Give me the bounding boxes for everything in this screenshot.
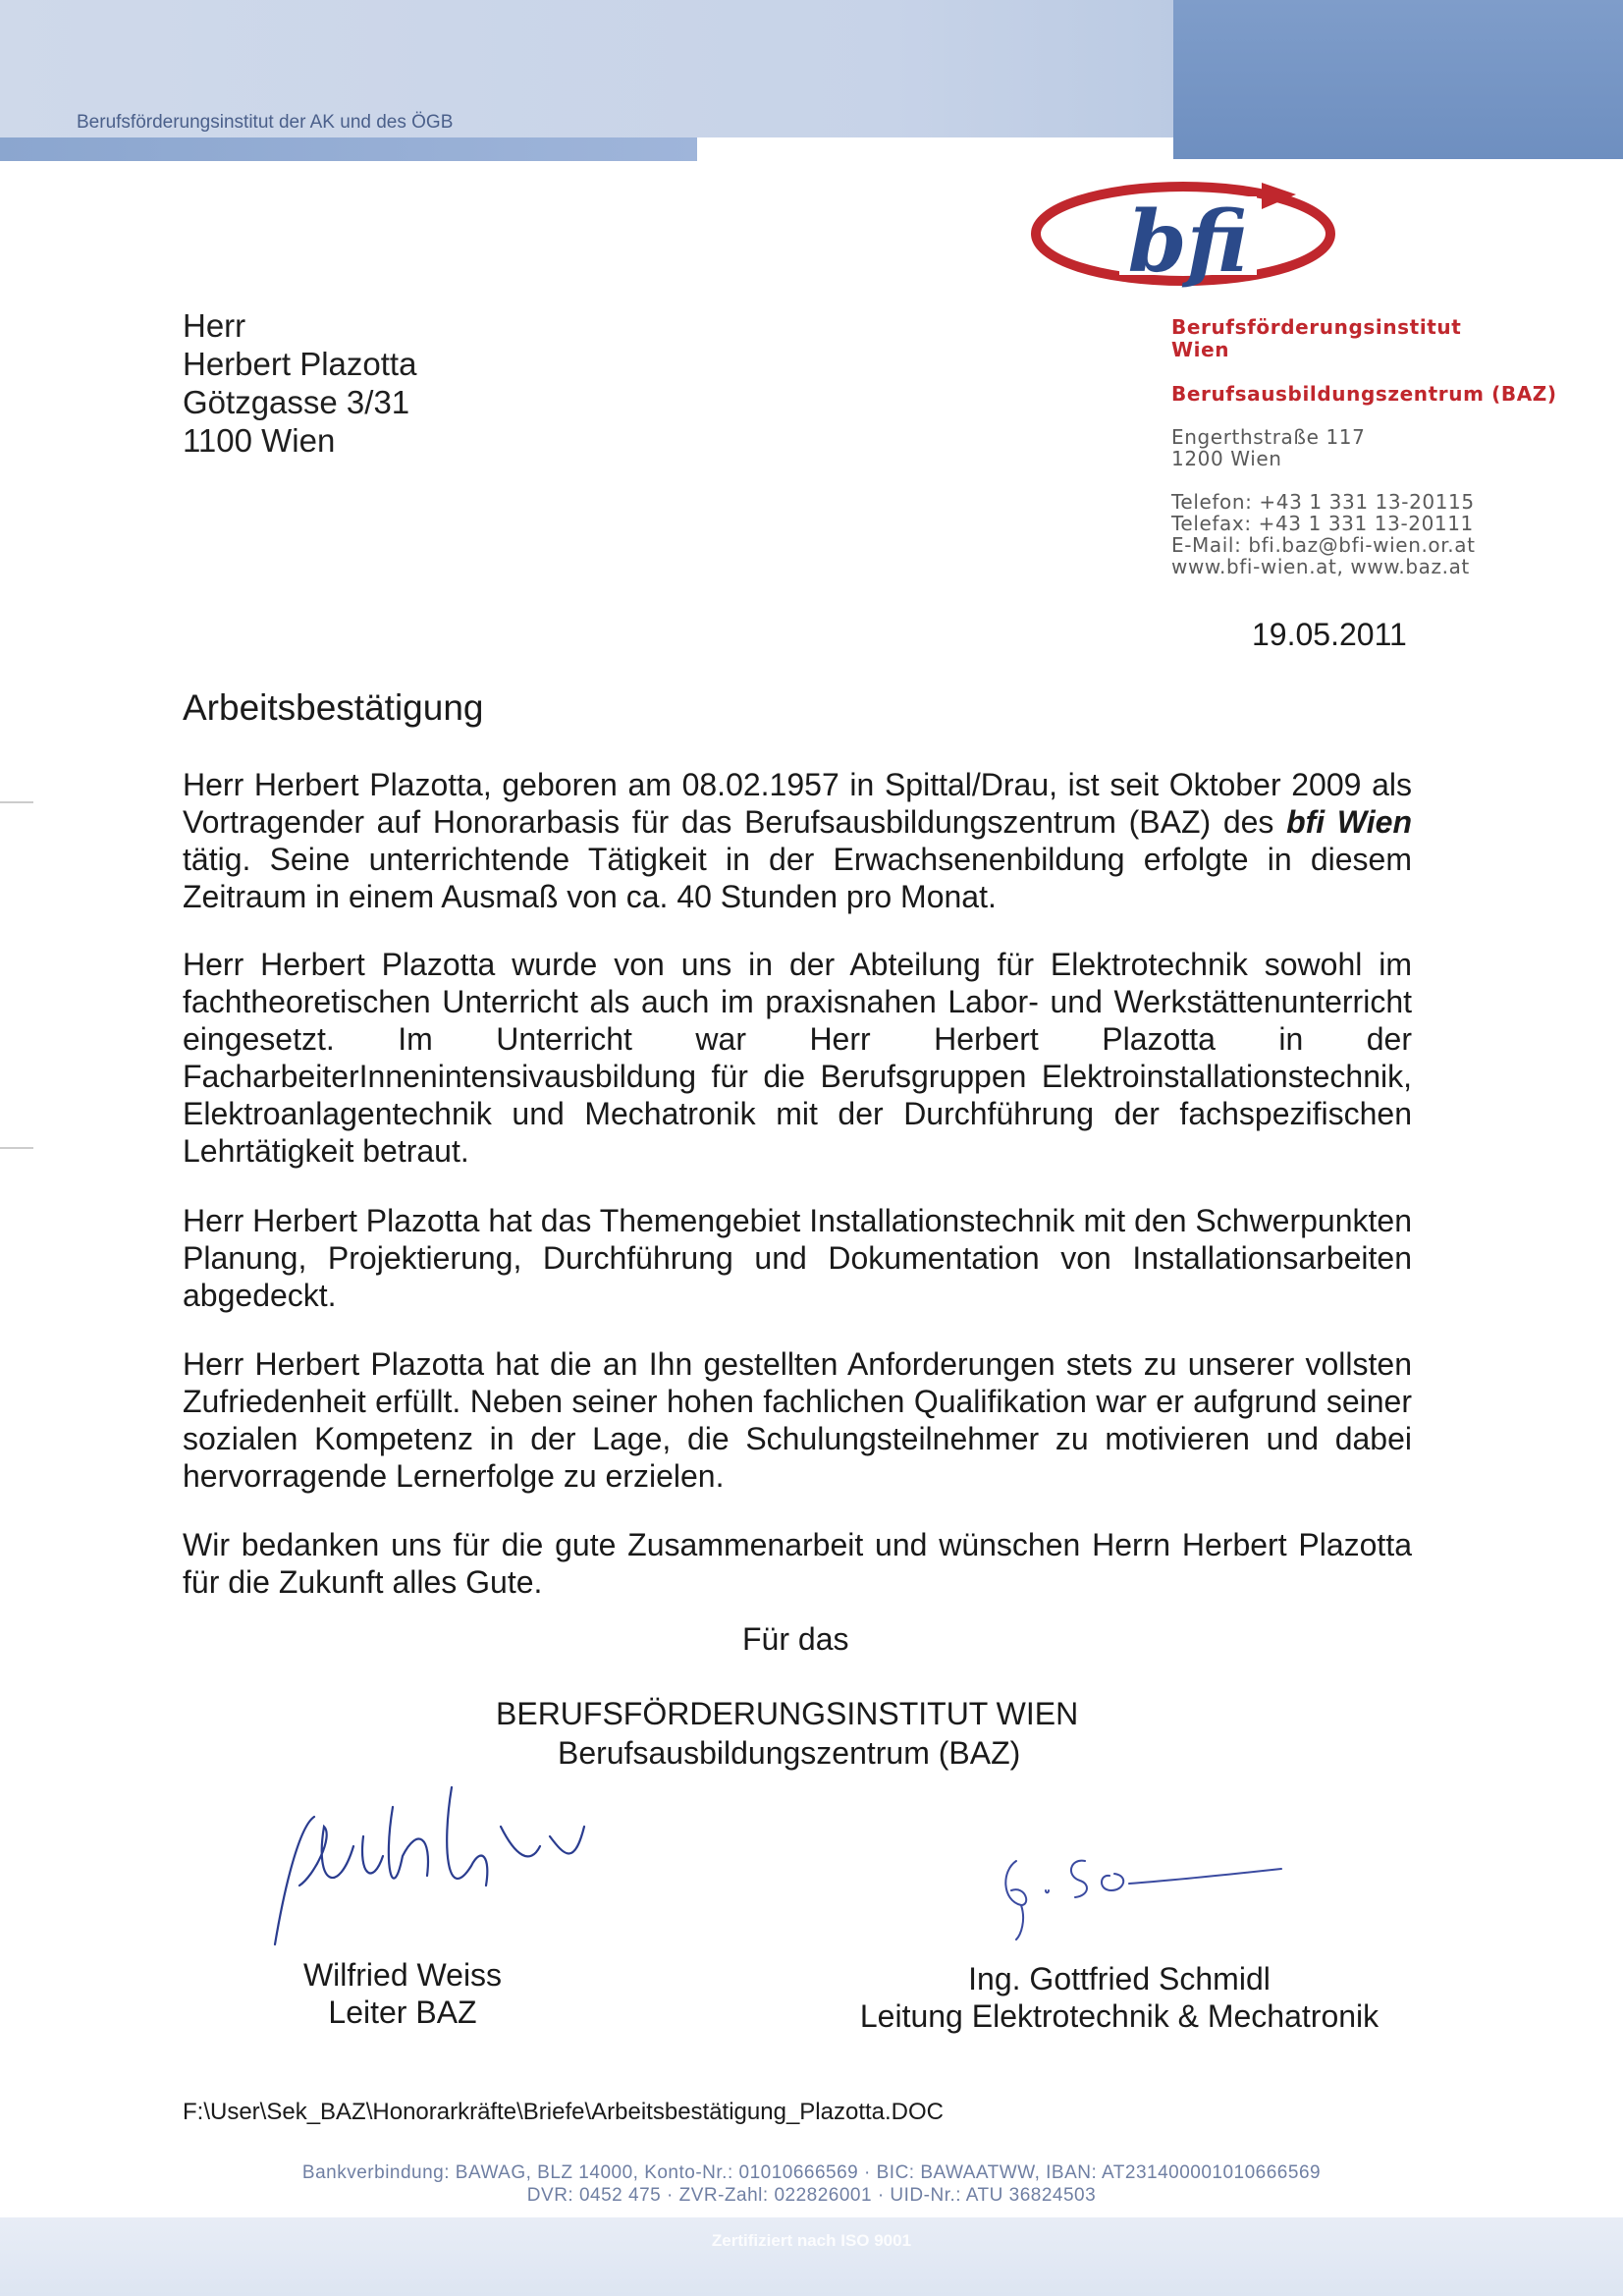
fold-mark <box>0 801 33 803</box>
body-paragraph-5: Wir bedanken uns für die gute Zusammenarbeit und wünschen Herrn Herbert Plazotta für die Zukunft alles Gute. <box>183 1527 1412 1600</box>
body-paragraph-3: Herr Herbert Plazotta hat das Themengebiet Installationstechnik mit den Schwerpunkten Planung, Projektierung, Durchführung und Dokumentation von Installationsarbeiten abgedeckt. <box>183 1203 1412 1313</box>
signatory-2-name: Ing. Gottfried Schmidl <box>968 1961 1271 1996</box>
sender-org-line2: Wien <box>1171 338 1230 361</box>
logo-text: bfi <box>1127 192 1249 292</box>
signature-weiss <box>245 1768 619 1964</box>
closing-fuer-das: Für das <box>742 1621 849 1657</box>
signatory-1 <box>275 1956 530 2031</box>
recipient-city: 1100 Wien <box>183 422 336 459</box>
letter-date: 19.05.2011 <box>1252 617 1407 652</box>
sender-web: www.bfi-wien.at, www.baz.at <box>1171 555 1470 578</box>
punch-mark <box>0 1147 33 1149</box>
signatory-1-name: Wilfried Weiss <box>302 1957 503 1993</box>
sender-phone: Telefon: +43 1 331 13-20115 <box>1171 490 1475 514</box>
sender-fax: Telefax: +43 1 331 13-20111 <box>1171 512 1474 535</box>
header-institute-line: Berufsförderungsinstitut der AK und des ÖGB <box>77 112 454 133</box>
header-band-right-block <box>1173 0 1623 159</box>
body-paragraph-1-end: tätig. Seine unterrichtende Tätigkeit in der Erwachsenenbildung erfolgte in diesem Zeitraum in einem Ausmaß von ca. 40 Stunden pro Monat. <box>183 842 1412 914</box>
recipient-name: Herbert Plazotta <box>183 346 417 382</box>
recipient-address <box>183 306 416 460</box>
sender-org-line1: Berufsförderungsinstitut <box>1171 315 1462 339</box>
footer-ids: DVR: 0452 475 · ZVR-Zahl: 022826001 · UID-Nr.: ATU 36824503 <box>526 2185 1097 2206</box>
bfi-logo <box>1026 175 1355 317</box>
signature-schmidl <box>992 1836 1286 1944</box>
signatory-2 <box>825 1960 1414 2035</box>
header-band-strip <box>0 137 697 161</box>
closing-org-sub: Berufsausbildungszentrum (BAZ) <box>558 1735 1021 1771</box>
body-paragraph-4: Herr Herbert Plazotta hat die an Ihn gestellten Anforderungen stets zu unserer vollsten Zufriedenheit erfüllt. Neben seiner hohen fachlichen Qualifikation war er aufgrund seiner sozialen Kompetenz in der Lage, die Schulungsteilnehmer zu motivieren und dabei hervorragende Lernerfolge zu erzielen. <box>183 1346 1412 1494</box>
footer-bank: Bankverbindung: BAWAG, BLZ 14000, Konto-Nr.: 01010666569 · BIC: BAWAATWW, IBAN: AT231400001010666569 <box>301 2162 1322 2183</box>
body-paragraph-2: Herr Herbert Plazotta wurde von uns in der Abteilung für Elektrotechnik sowohl im fachtheoretischen Unterricht als auch im praxisnahen Labor- und Werkstättenunterricht eingesetzt. Im Unterricht war Herr Herbert Plazotta in der FacharbeiterInnenintensivausbildung für die Berufsgruppen Elektroinstallationstechnik, Elektroanlagentechnik und Mechatronik mit der Durchführung der fachspezifischen Lehrtätigkeit betraut. <box>183 947 1412 1169</box>
signature-schmidl-stroke <box>1005 1861 1281 1940</box>
bfi-wien-emphasis: bfi Wien <box>1286 804 1413 840</box>
file-path: F:\User\Sek_BAZ\Honorarkräfte\Briefe\Arbeitsbestätigung_Plazotta.DOC <box>183 2099 945 2125</box>
sender-street: Engerthstraße 117 <box>1171 425 1366 449</box>
body-paragraph-1-start: Herr Herbert Plazotta, geboren am 08.02.1957 in Spittal/Drau, ist seit Oktober 2009 als Vortragender auf Honorarbasis für das Berufsausbildungszentrum (BAZ) des <box>183 767 1412 840</box>
signatory-1-role: Leiter BAZ <box>328 1995 477 2030</box>
sender-baz: Berufsausbildungszentrum (BAZ) <box>1171 382 1557 406</box>
letter-subject: Arbeitsbestätigung <box>183 687 484 728</box>
footer-certification: Zertifiziert nach ISO 9001 <box>711 2231 912 2250</box>
body-paragraph-1 <box>183 766 1412 915</box>
signature-weiss-stroke <box>275 1787 584 1944</box>
sender-city: 1200 Wien <box>1171 447 1282 470</box>
recipient-street: Götzgasse 3/31 <box>183 384 410 420</box>
closing-org-upper: BERUFSFÖRDERUNGSINSTITUT WIEN <box>496 1696 1079 1731</box>
footer-band <box>0 2217 1623 2296</box>
sender-email: E-Mail: bfi.baz@bfi-wien.or.at <box>1171 533 1476 557</box>
signatory-2-role: Leitung Elektrotechnik & Mechatronik <box>859 1998 1380 2034</box>
recipient-salutation: Herr <box>183 307 246 344</box>
